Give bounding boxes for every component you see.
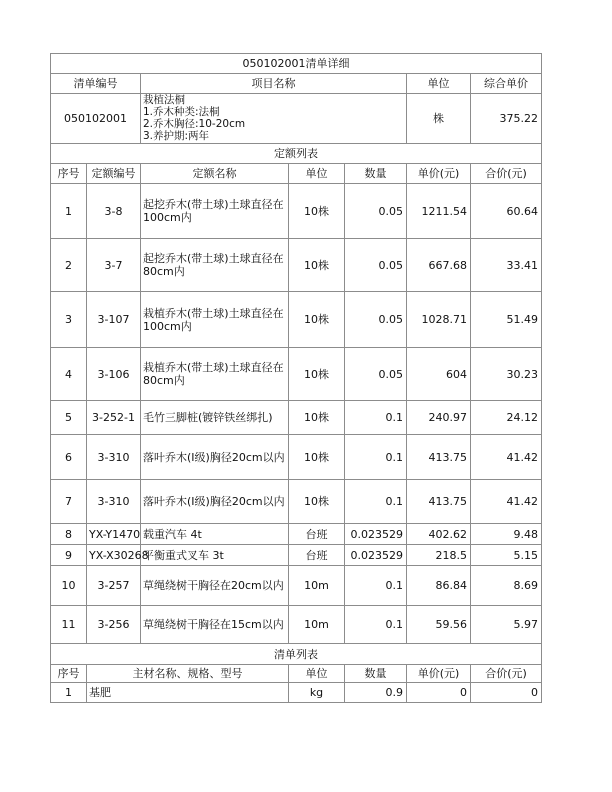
quota-row-name: 落叶乔木(I级)胸径20cm以内 [141,480,289,524]
material-col-total: 合价(元) [471,665,542,683]
header-name-label: 项目名称 [141,74,407,94]
quota-row-no: 6 [51,435,87,480]
quota-row-unit: 10株 [289,435,345,480]
quota-row-no: 1 [51,184,87,239]
quota-row-no: 8 [51,524,87,545]
quota-col-total: 合价(元) [471,164,542,184]
quota-row [51,435,542,480]
material-row-total: 0 [471,683,542,703]
quota-col-unit: 单位 [289,164,345,184]
material-col-unit: 单位 [289,665,345,683]
quota-col-code: 定额编号 [87,164,141,184]
material-row-unit: kg [289,683,345,703]
quota-row-name: 草绳绕树干胸径在15cm以内 [141,606,289,644]
quota-row-total: 30.23 [471,348,542,401]
quota-row-qty: 0.1 [345,435,407,480]
material-col-no: 序号 [51,665,87,683]
quota-row [51,480,542,524]
material-header-row [51,665,542,683]
quota-row-qty: 0.023529 [345,524,407,545]
quota-row-unit: 10株 [289,184,345,239]
quota-row-price: 59.56 [407,606,471,644]
quota-row-code: YX-X30268 [87,545,141,566]
quota-row-total: 8.69 [471,566,542,606]
quota-row-total: 60.64 [471,184,542,239]
item-description: 栽植法桐 1.乔木种类:法桐 2.乔木胸径:10-20cm 3.养护期:两年 [141,94,407,144]
material-col-qty: 数量 [345,665,407,683]
material-section-title: 清单列表 [51,644,542,665]
quota-row-total: 51.49 [471,292,542,348]
quota-row-no: 10 [51,566,87,606]
quota-row-name: 栽植乔木(带土球)土球直径在80cm内 [141,348,289,401]
bill-detail-table [50,53,542,703]
quota-row-price: 667.68 [407,239,471,292]
quota-row [51,292,542,348]
quota-row-price: 402.62 [407,524,471,545]
quota-row-unit: 10株 [289,239,345,292]
table-title: 050102001清单详细 [51,54,542,74]
quota-row-name: 起挖乔木(带土球)土球直径在80cm内 [141,239,289,292]
quota-row [51,184,542,239]
quota-header-row [51,164,542,184]
quota-row-price: 218.5 [407,545,471,566]
quota-row-no: 11 [51,606,87,644]
material-row-qty: 0.9 [345,683,407,703]
quota-row-code: 3-310 [87,480,141,524]
quota-row-price: 604 [407,348,471,401]
quota-row-name: 草绳绕树干胸径在20cm以内 [141,566,289,606]
material-row [51,683,542,703]
quota-row-total: 41.42 [471,435,542,480]
material-col-name: 主材名称、规格、型号 [87,665,289,683]
quota-row-qty: 0.1 [345,401,407,435]
quota-row-price: 1211.54 [407,184,471,239]
quota-row-name: 起挖乔木(带土球)土球直径在100cm内 [141,184,289,239]
quota-row-name: 毛竹三脚桩(镀锌铁丝绑扎) [141,401,289,435]
quota-row-price: 413.75 [407,435,471,480]
material-row-name: 基肥 [87,683,289,703]
quota-row-no: 4 [51,348,87,401]
quota-row [51,566,542,606]
quota-row-total: 41.42 [471,480,542,524]
quota-row-total: 9.48 [471,524,542,545]
quota-row-qty: 0.05 [345,348,407,401]
quota-row-total: 5.97 [471,606,542,644]
quota-row [51,545,542,566]
quota-row-unit: 10株 [289,292,345,348]
quota-row-code: YX-Y1470 [87,524,141,545]
quota-row-price: 413.75 [407,480,471,524]
quota-row-qty: 0.023529 [345,545,407,566]
quota-row-no: 7 [51,480,87,524]
quota-row [51,348,542,401]
quota-row-name: 落叶乔木(I级)胸径20cm以内 [141,435,289,480]
quota-row-unit: 10株 [289,401,345,435]
quota-col-qty: 数量 [345,164,407,184]
quota-row-name: 栽植乔木(带土球)土球直径在100cm内 [141,292,289,348]
quota-row-unit: 10m [289,606,345,644]
quota-row-no: 9 [51,545,87,566]
quota-row-unit: 10株 [289,480,345,524]
quota-row-name: 平衡重式叉车 3t [141,545,289,566]
quota-row [51,401,542,435]
quota-col-price: 单价(元) [407,164,471,184]
quota-row-total: 5.15 [471,545,542,566]
quota-row-code: 3-106 [87,348,141,401]
quota-row-code: 3-257 [87,566,141,606]
quota-section-title: 定额列表 [51,144,542,164]
quota-row-code: 3-310 [87,435,141,480]
quota-row-unit: 台班 [289,545,345,566]
item-unit-price: 375.22 [471,94,542,144]
quota-row-code: 3-256 [87,606,141,644]
quota-row-unit: 10m [289,566,345,606]
quota-row-unit: 10株 [289,348,345,401]
quota-row-qty: 0.1 [345,566,407,606]
material-col-price: 单价(元) [407,665,471,683]
quota-row [51,524,542,545]
quota-row-total: 24.12 [471,401,542,435]
quota-row-code: 3-7 [87,239,141,292]
item-code: 050102001 [51,94,141,144]
quota-row-unit: 台班 [289,524,345,545]
quota-row-name: 载重汽车 4t [141,524,289,545]
quota-row-qty: 0.05 [345,184,407,239]
material-row-no: 1 [51,683,87,703]
quota-row-price: 1028.71 [407,292,471,348]
quota-row-no: 5 [51,401,87,435]
item-unit: 株 [407,94,471,144]
quota-row-qty: 0.05 [345,239,407,292]
quota-row-price: 240.97 [407,401,471,435]
quota-row-code: 3-8 [87,184,141,239]
quota-col-no: 序号 [51,164,87,184]
quota-row-no: 3 [51,292,87,348]
material-row-price: 0 [407,683,471,703]
quota-row-price: 86.84 [407,566,471,606]
quota-row-code: 3-252-1 [87,401,141,435]
quota-row-total: 33.41 [471,239,542,292]
quota-row-qty: 0.1 [345,480,407,524]
header-code-label: 清单编号 [51,74,141,94]
quota-row [51,239,542,292]
quota-col-name: 定额名称 [141,164,289,184]
quota-row-code: 3-107 [87,292,141,348]
quota-row-qty: 0.1 [345,606,407,644]
header-price-label: 综合单价 [471,74,542,94]
quota-row [51,606,542,644]
quota-row-no: 2 [51,239,87,292]
quota-row-qty: 0.05 [345,292,407,348]
header-unit-label: 单位 [407,74,471,94]
